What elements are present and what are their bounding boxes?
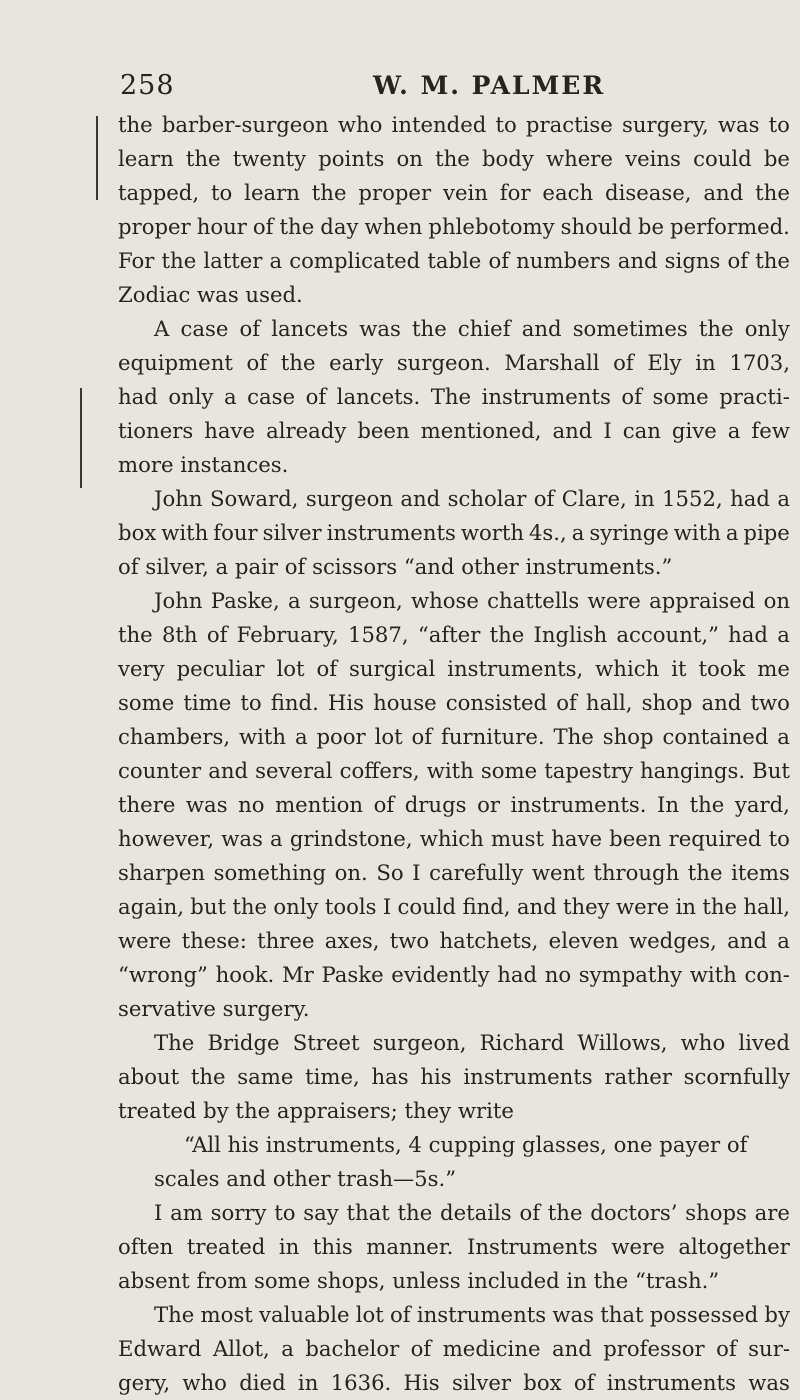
text-line: servative surgery. xyxy=(118,996,310,1021)
text-line: again, but the only tools I could find, and they were in the hall, xyxy=(118,894,790,919)
text-line: the 8th of February, 1587, “after the Inglish account,” had a xyxy=(118,622,790,647)
text-line: counter and several coffers, with some tapestry hangings. But xyxy=(118,758,790,783)
text-line: the barber-surgeon who intended to practise surgery, was to xyxy=(118,112,790,137)
text-line: proper hour of the day when phlebotomy should be performed. xyxy=(118,214,790,239)
text-line: very peculiar lot of surgical instruments, which it took me xyxy=(118,656,790,681)
text-line: I am sorry to say that the details of the doctors’ shops are xyxy=(154,1200,790,1225)
text-line: more instances. xyxy=(118,452,289,477)
text-line: were these: three axes, two hatchets, eleven wedges, and a xyxy=(118,928,790,953)
text-line: John Soward, surgeon and scholar of Clare, in 1552, had a xyxy=(154,486,790,511)
text-line: box with four silver instruments worth 4s., a syringe with a pipe xyxy=(118,520,790,545)
body-text xyxy=(118,108,790,1400)
text-line: For the latter a complicated table of numbers and signs of the xyxy=(118,248,790,273)
text-line: tapped, to learn the proper vein for each disease, and the xyxy=(118,180,790,205)
running-head: W. M. PALMER xyxy=(373,71,606,100)
text-line: “All his instruments, 4 cupping glasses, one payer of xyxy=(184,1132,748,1157)
text-line: some time to find. His house consisted of hall, shop and two xyxy=(118,690,790,715)
page-header xyxy=(0,70,800,110)
text-line: had only a case of lancets. The instruments of some practi- xyxy=(118,384,790,409)
text-line: sharpen something on. So I carefully went through the items xyxy=(118,860,790,885)
text-line: The Bridge Street surgeon, Richard Willows, who lived xyxy=(154,1030,790,1055)
text-line: about the same time, has his instruments rather scornfully xyxy=(118,1064,790,1089)
text-line: scales and other trash—5s.” xyxy=(154,1166,457,1191)
margin-mark xyxy=(80,388,82,488)
text-line: gery, who died in 1636. His silver box of instruments was xyxy=(118,1370,790,1395)
text-line: Edward Allot, a bachelor of medicine and professor of sur- xyxy=(118,1336,790,1361)
text-line: tioners have already been mentioned, and I can give a few xyxy=(118,418,790,443)
text-line: equipment of the early surgeon. Marshall of Ely in 1703, xyxy=(118,350,790,375)
page-number: 258 xyxy=(120,70,175,101)
text-line: “wrong” hook. Mr Paske evidently had no sympathy with con- xyxy=(118,962,790,987)
text-line: there was no mention of drugs or instruments. In the yard, xyxy=(118,792,790,817)
text-line: learn the twenty points on the body where veins could be xyxy=(118,146,790,171)
text-line: absent from some shops, unless included in the “trash.” xyxy=(118,1268,720,1293)
margin-mark xyxy=(96,116,98,200)
text-line: treated by the appraisers; they write xyxy=(118,1098,514,1123)
text-line: of silver, a pair of scissors “and other instruments.” xyxy=(118,554,673,579)
text-line: Zodiac was used. xyxy=(118,282,303,307)
text-line: chambers, with a poor lot of furniture. The shop contained a xyxy=(118,724,790,749)
text-line: The most valuable lot of instruments was that possessed by xyxy=(154,1302,790,1327)
text-line: A case of lancets was the chief and sometimes the only xyxy=(154,316,790,341)
text-line: often treated in this manner. Instruments were altogether xyxy=(118,1234,790,1259)
text-line: John Paske, a surgeon, whose chattells were appraised on xyxy=(154,588,790,613)
text-line: however, was a grindstone, which must have been required to xyxy=(118,826,790,851)
